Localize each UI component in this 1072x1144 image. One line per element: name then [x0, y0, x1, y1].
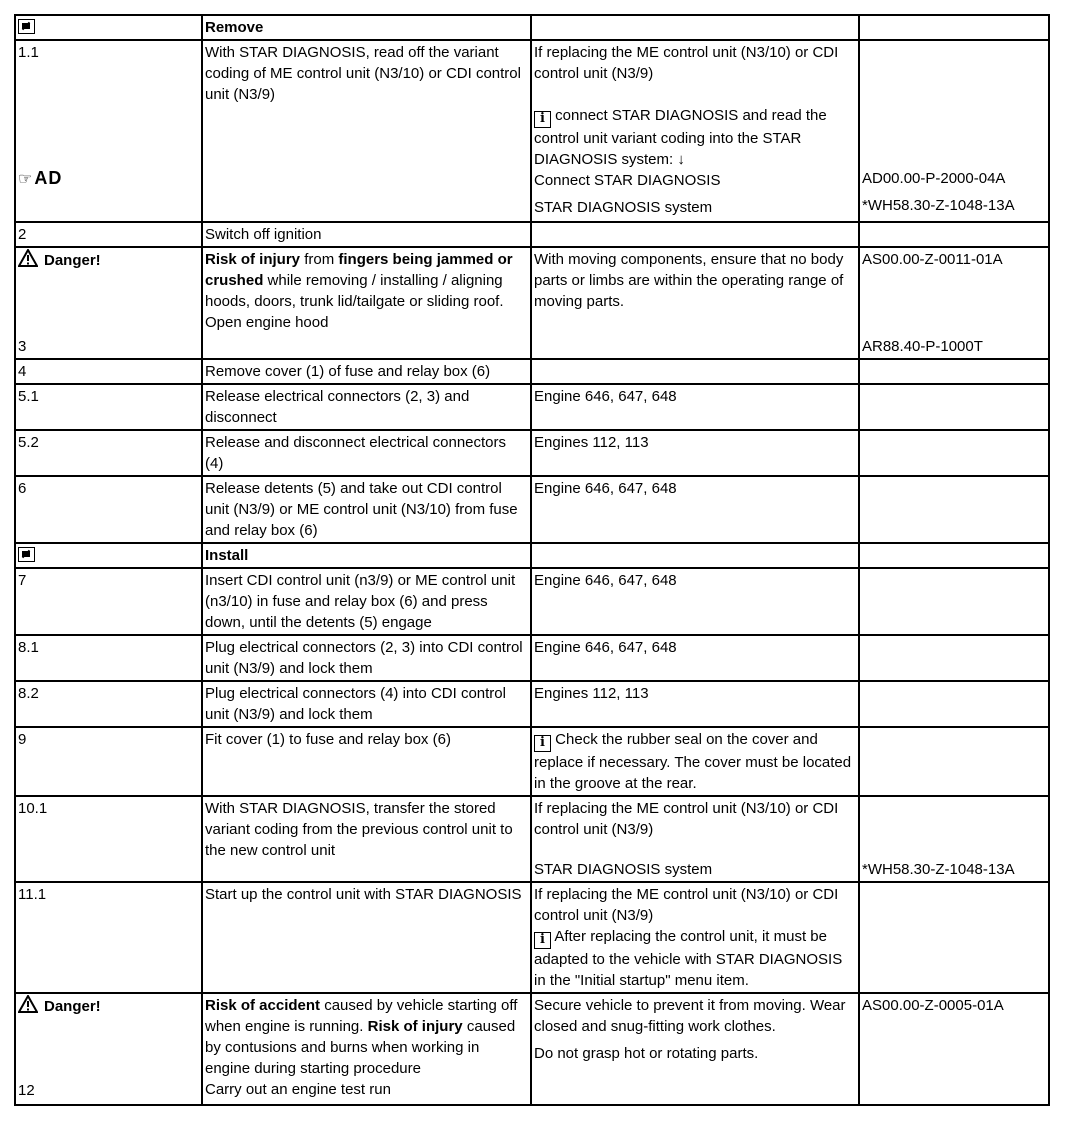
step-number: 2 — [15, 222, 202, 247]
step-note: connect STAR DIAGNOSIS and read the control unit variant coding into the STAR DIAGNOSIS system: — [534, 107, 827, 168]
risk-text: Risk of accident caused by vehicle starting off when engine is running. Risk of injury caused by contusions and burns when working in engine during starting procedure — [205, 997, 518, 1077]
table-row — [15, 796, 1049, 882]
step-action: Remove cover (1) of fuse and relay box (6) — [202, 359, 531, 384]
table-row — [15, 635, 1049, 681]
step-action: Release electrical connectors (2, 3) and disconnect — [202, 384, 531, 430]
step-number: 7 — [15, 568, 202, 635]
step-note: Check the rubber seal on the cover and replace if necessary. The cover must be located in the groove at the rear. — [534, 731, 852, 792]
info-icon: i — [534, 111, 551, 128]
step-number: 5.2 — [15, 430, 202, 476]
table-row — [15, 384, 1049, 430]
table-row — [15, 247, 1049, 359]
pointing-hand-icon: ☞ — [18, 171, 33, 188]
table-row — [15, 727, 1049, 796]
table-row — [15, 359, 1049, 384]
reference-link[interactable]: *WH58.30-Z-1048-13A — [862, 197, 1015, 214]
remove-symbol-icon — [18, 19, 35, 34]
step-note: Secure vehicle to prevent it from moving. Wear closed and snug-fitting work clothes. — [534, 997, 846, 1035]
table-row — [15, 476, 1049, 543]
step-number: 1.1 — [18, 44, 39, 61]
step-action: Release and disconnect electrical connectors (4) — [202, 430, 531, 476]
table-row — [15, 882, 1049, 993]
danger-label: Danger! — [44, 252, 101, 269]
step-action: Start up the control unit with STAR DIAGNOSIS — [202, 882, 531, 993]
step-action: Fit cover (1) to fuse and relay box (6) — [202, 727, 531, 796]
reference-link[interactable]: *WH58.30-Z-1048-13A — [862, 861, 1015, 878]
step-number: 6 — [15, 476, 202, 543]
step-note: If replacing the ME control unit (N3/10) or CDI control unit (N3/9) — [534, 800, 839, 838]
step-action: With STAR DIAGNOSIS, read off the variant coding of ME control unit (N3/10) or CDI control unit (N3/9) — [202, 40, 531, 222]
step-number: 11.1 — [15, 882, 202, 993]
table-row — [15, 15, 1049, 40]
step-number: 3 — [18, 338, 27, 355]
step-action: Switch off ignition — [202, 222, 531, 247]
step-note: After replacing the control unit, it must be adapted to the vehicle with STAR DIAGNOSIS in the "Initial startup" menu item. — [534, 928, 843, 989]
step-note: Engines 112, 113 — [531, 681, 859, 727]
step-note: If replacing the ME control unit (N3/10) or CDI control unit (N3/9) — [534, 886, 839, 924]
step-note: Engine 646, 647, 648 — [531, 635, 859, 681]
info-icon: i — [534, 735, 551, 752]
reference-link[interactable]: AD00.00-P-2000-04A — [862, 170, 1006, 187]
danger-label: Danger! — [44, 998, 101, 1015]
step-number: 9 — [15, 727, 202, 796]
table-row — [15, 568, 1049, 635]
step-note: Connect STAR DIAGNOSIS — [534, 172, 721, 189]
step-number: 8.2 — [15, 681, 202, 727]
step-note: With moving components, ensure that no body parts or limbs are within the operating range of moving parts. — [531, 247, 859, 359]
step-number: 4 — [15, 359, 202, 384]
table-row — [15, 430, 1049, 476]
table-row — [15, 222, 1049, 247]
step-note: Engines 112, 113 — [531, 430, 859, 476]
section-heading-install: Install — [202, 543, 531, 568]
step-note: Engine 646, 647, 648 — [531, 568, 859, 635]
step-action: Carry out an engine test run — [205, 1081, 391, 1098]
table-row — [15, 40, 1049, 222]
step-number: 10.1 — [15, 796, 202, 882]
step-action: With STAR DIAGNOSIS, transfer the stored variant coding from the previous control unit to the new control unit — [202, 796, 531, 882]
table-row — [15, 543, 1049, 568]
table-row — [15, 681, 1049, 727]
step-number: 12 — [18, 1082, 35, 1099]
warning-triangle-icon — [18, 995, 38, 1013]
reference-link[interactable]: AR88.40-P-1000T — [862, 338, 983, 355]
step-action: Plug electrical connectors (2, 3) into CDI control unit (N3/9) and lock them — [202, 635, 531, 681]
step-note: Engine 646, 647, 648 — [531, 384, 859, 430]
step-action: Open engine hood — [205, 314, 329, 331]
warning-triangle-icon — [18, 249, 38, 267]
step-note: STAR DIAGNOSIS system — [534, 861, 713, 878]
ad-label: AD — [34, 168, 63, 188]
section-heading-remove: Remove — [202, 15, 531, 40]
reference-link[interactable]: AS00.00-Z-0011-01A — [862, 251, 1003, 268]
step-number: 8.1 — [15, 635, 202, 681]
table-row — [15, 993, 1049, 1105]
procedure-table — [14, 14, 1050, 1106]
risk-text: Risk of injury from fingers being jammed or crushed while removing / installing / aligning hoods, doors, trunk lid/tailgate or sliding roof. — [205, 251, 513, 310]
step-note: If replacing the ME control unit (N3/10) or CDI control unit (N3/9) — [534, 44, 839, 82]
step-action: Insert CDI control unit (n3/9) or ME control unit (n3/10) in fuse and relay box (6) and press down, until the detents (5) engage — [202, 568, 531, 635]
step-note: STAR DIAGNOSIS system — [534, 199, 713, 216]
step-action: Release detents (5) and take out CDI control unit (N3/9) or ME control unit (N3/10) from fuse and relay box (6) — [202, 476, 531, 543]
step-number: 5.1 — [15, 384, 202, 430]
reference-link[interactable]: AS00.00-Z-0005-01A — [859, 993, 1049, 1105]
down-arrow-icon: ↓ — [677, 151, 685, 168]
step-note: Do not grasp hot or rotating parts. — [534, 1045, 759, 1062]
info-icon: i — [534, 932, 551, 949]
install-symbol-icon — [18, 547, 35, 562]
step-action: Plug electrical connectors (4) into CDI control unit (N3/9) and lock them — [202, 681, 531, 727]
step-note: Engine 646, 647, 648 — [531, 476, 859, 543]
